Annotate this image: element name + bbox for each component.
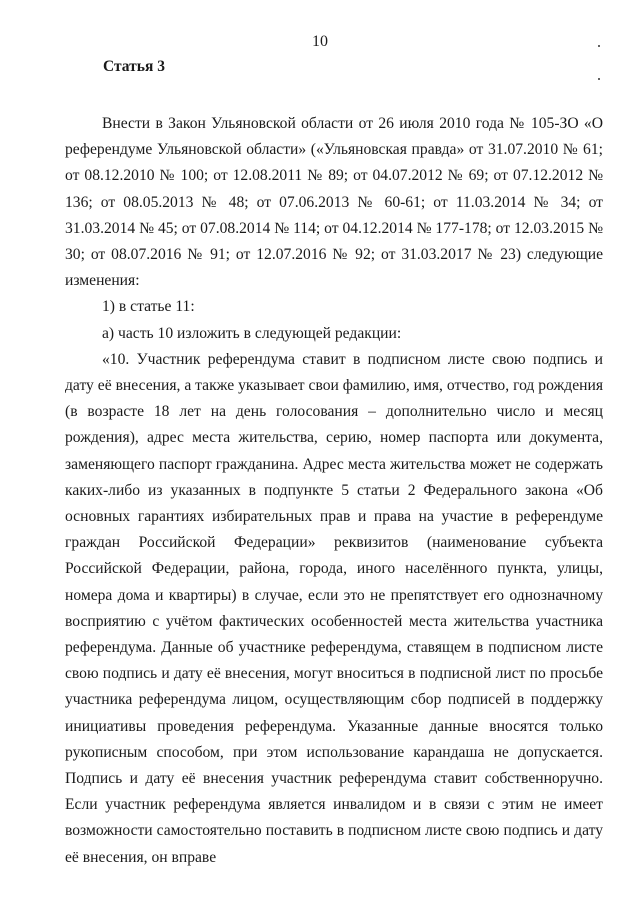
paragraph-subitem-a: а) часть 10 изложить в следующей редакции: [102, 324, 402, 342]
paragraph-item-1: 1) в статье 11: [102, 298, 195, 316]
document-body [65, 111, 603, 871]
article-heading: Статья 3 [103, 58, 165, 75]
paragraph-amendment-intro: Внести в Закон Ульяновской области от 26 июля 2010 года № 105-ЗО «О референдуме Ульяновской области» («Ульяновская правда» от 31.07.2010 № 61; от 08.12.2010 № 100; от 12.08.2011 № 89; от 04.07.2012 № 69; от 07.12.2012 № 136; от 08.05.2013 № 48; от 07.06.2013 № 60-61; от 11.03.2014 № 34; от 31.03.2014 № 45; от 07.08.2014 № 114; от 04.12.2014 № 177-178; от 12.03.2015 № 30; от 08.07.2016 № 91; от 12.07.2016 № 92; от 31.03.2017 № 23) следующие изменения: [65, 115, 603, 290]
page-number: 10 [312, 33, 328, 50]
paragraph-part-10: «10. Участник референдума ставит в подписном листе свою подпись и дату её внесения, а также указывает свои фамилию, имя, отчество, год рождения (в возрасте 18 лет на день голосования – дополнительно число и месяц рождения), адрес места жительства, серию, номер паспорта или документа, заменяющего паспорт гражданина. Адрес места жительства может не содержать каких-либо из указанных в подпункте 5 статьи 2 Федерального закона «Об основных гарантиях избирательных прав и права на участие в референдуме граждан Российской Федерации» реквизитов (наименование субъекта Российской Федерации, района, города, иного населённого пункта, улицы, номера дома и квартиры) в случае, если это не препятствует его однозначному восприятию с учётом фактических особенностей места жительства участника референдума. Данные об участнике референдума, ставящем в подписном листе свою подпись и дату её внесения, могут вноситься в подписной лист по просьбе участника референдума лицом, осуществляющим сбор подписей в поддержку инициативы проведения референдума. Указанные данные вносятся только рукописным способом, при этом использование карандаша не допускается. Подпись и дату её внесения участник референдума ставит собственноручно. Если участник референдума является инвалидом и в связи с этим не имеет возможности самостоятельно поставить в подписном листе свою подпись и дату её внесения, он вправе [65, 350, 603, 866]
scan-mark [598, 78, 600, 80]
scan-mark [598, 45, 600, 47]
